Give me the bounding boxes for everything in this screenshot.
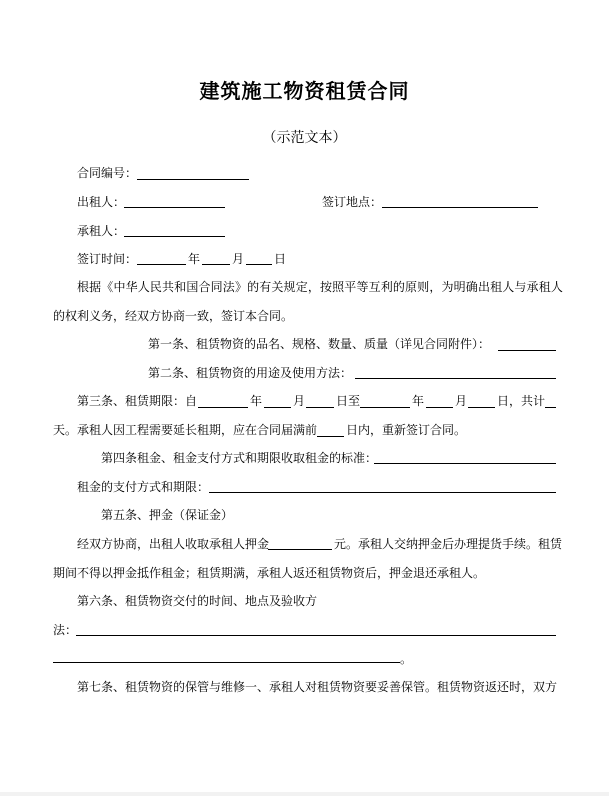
document-subtitle: （示范文本） [262, 130, 347, 146]
lessor-field[interactable] [124, 207, 225, 208]
delivery-field-line2[interactable] [53, 662, 400, 663]
deposit-amount-field[interactable] [268, 549, 332, 550]
sign-year-unit: 年 [188, 252, 201, 266]
article3-line2-suffix: 日内，重新签订合同。 [346, 423, 467, 437]
sign-day-unit: 日 [274, 252, 287, 266]
article5-line2: 期间不得以押金抵作租金；租赁期满，承租人返还租赁物资后，押金退还承租人。 [53, 566, 486, 580]
article6-end-mark: 。 [400, 652, 413, 666]
article2-field[interactable] [355, 378, 556, 379]
sign-month-unit: 月 [232, 252, 245, 266]
start-day-field[interactable] [306, 407, 334, 408]
article3-line2-prefix: 天。承租人因工程需要延长租期，应在合同届满前 [53, 423, 318, 437]
sign-day-field[interactable] [246, 264, 272, 265]
article1-field[interactable] [498, 350, 556, 351]
end-month-unit: 月 [455, 394, 468, 408]
document-title: 建筑施工物资租赁合同 [199, 79, 410, 103]
article4-text: 第四条租金、租金支付方式和期限收取租金的标准： [101, 451, 378, 465]
article5-heading: 第五条、押金（保证金） [101, 508, 234, 522]
end-year-field[interactable] [360, 407, 410, 408]
start-year-unit: 年 [250, 394, 263, 408]
article7-text: 第七条、租赁物资的保管与维修一、承租人对租赁物资要妥善保管。租赁物资返还时，双方 [77, 680, 558, 694]
end-month-field[interactable] [426, 407, 453, 408]
contract-no-field[interactable] [137, 179, 249, 180]
lessee-field[interactable] [124, 236, 225, 237]
article5-line1b: 元。承租人交纳押金后办理提货手续。租赁 [334, 537, 563, 551]
sign-month-field[interactable] [202, 264, 230, 265]
payment-method-field[interactable] [209, 492, 556, 493]
article1-text: 第一条、租赁物资的品名、规格、数量、质量（详见合同附件）： [148, 337, 491, 351]
article3-total: 日，共计 [497, 394, 546, 408]
sign-time-label: 签订时间： [77, 252, 138, 266]
start-month-field[interactable] [264, 407, 291, 408]
start-month-unit: 月 [293, 394, 306, 408]
lessee-label: 承租人： [77, 224, 126, 238]
article4-payment-label: 租金的支付方式和期限： [77, 480, 210, 494]
start-year-field[interactable] [198, 407, 248, 408]
start-day-to: 日至 [336, 394, 361, 408]
sign-place-label: 签订地点： [322, 195, 383, 209]
article3-prefix: 第三条、租赁期限：自 [77, 394, 198, 408]
end-year-unit: 年 [412, 394, 425, 408]
end-day-field[interactable] [468, 407, 495, 408]
sign-year-field[interactable] [137, 264, 186, 265]
article6-line2-label: 法： [53, 623, 78, 637]
intro-paragraph-line1: 根据《中华人民共和国合同法》的有关规定，按照平等互利的原则，为明确出租人与承租人 [77, 280, 564, 294]
article6-heading: 第六条、租赁物资交付的时间、地点及验收方 [77, 594, 318, 608]
total-days-field[interactable] [545, 407, 556, 408]
contract-no-label: 合同编号： [77, 166, 138, 180]
article5-line1a: 经双方协商，出租人收取承租人押金 [77, 537, 270, 551]
lessor-label: 出租人： [77, 195, 126, 209]
intro-paragraph-line2: 的权利义务，经双方协商一致，签订本合同。 [53, 309, 294, 323]
extend-days-field[interactable] [317, 436, 344, 437]
sign-place-field[interactable] [382, 207, 538, 208]
article2-text: 第二条、租赁物资的用途及使用方法： [148, 366, 353, 380]
delivery-field-line1[interactable] [76, 635, 556, 636]
rent-standard-field[interactable] [374, 463, 556, 464]
